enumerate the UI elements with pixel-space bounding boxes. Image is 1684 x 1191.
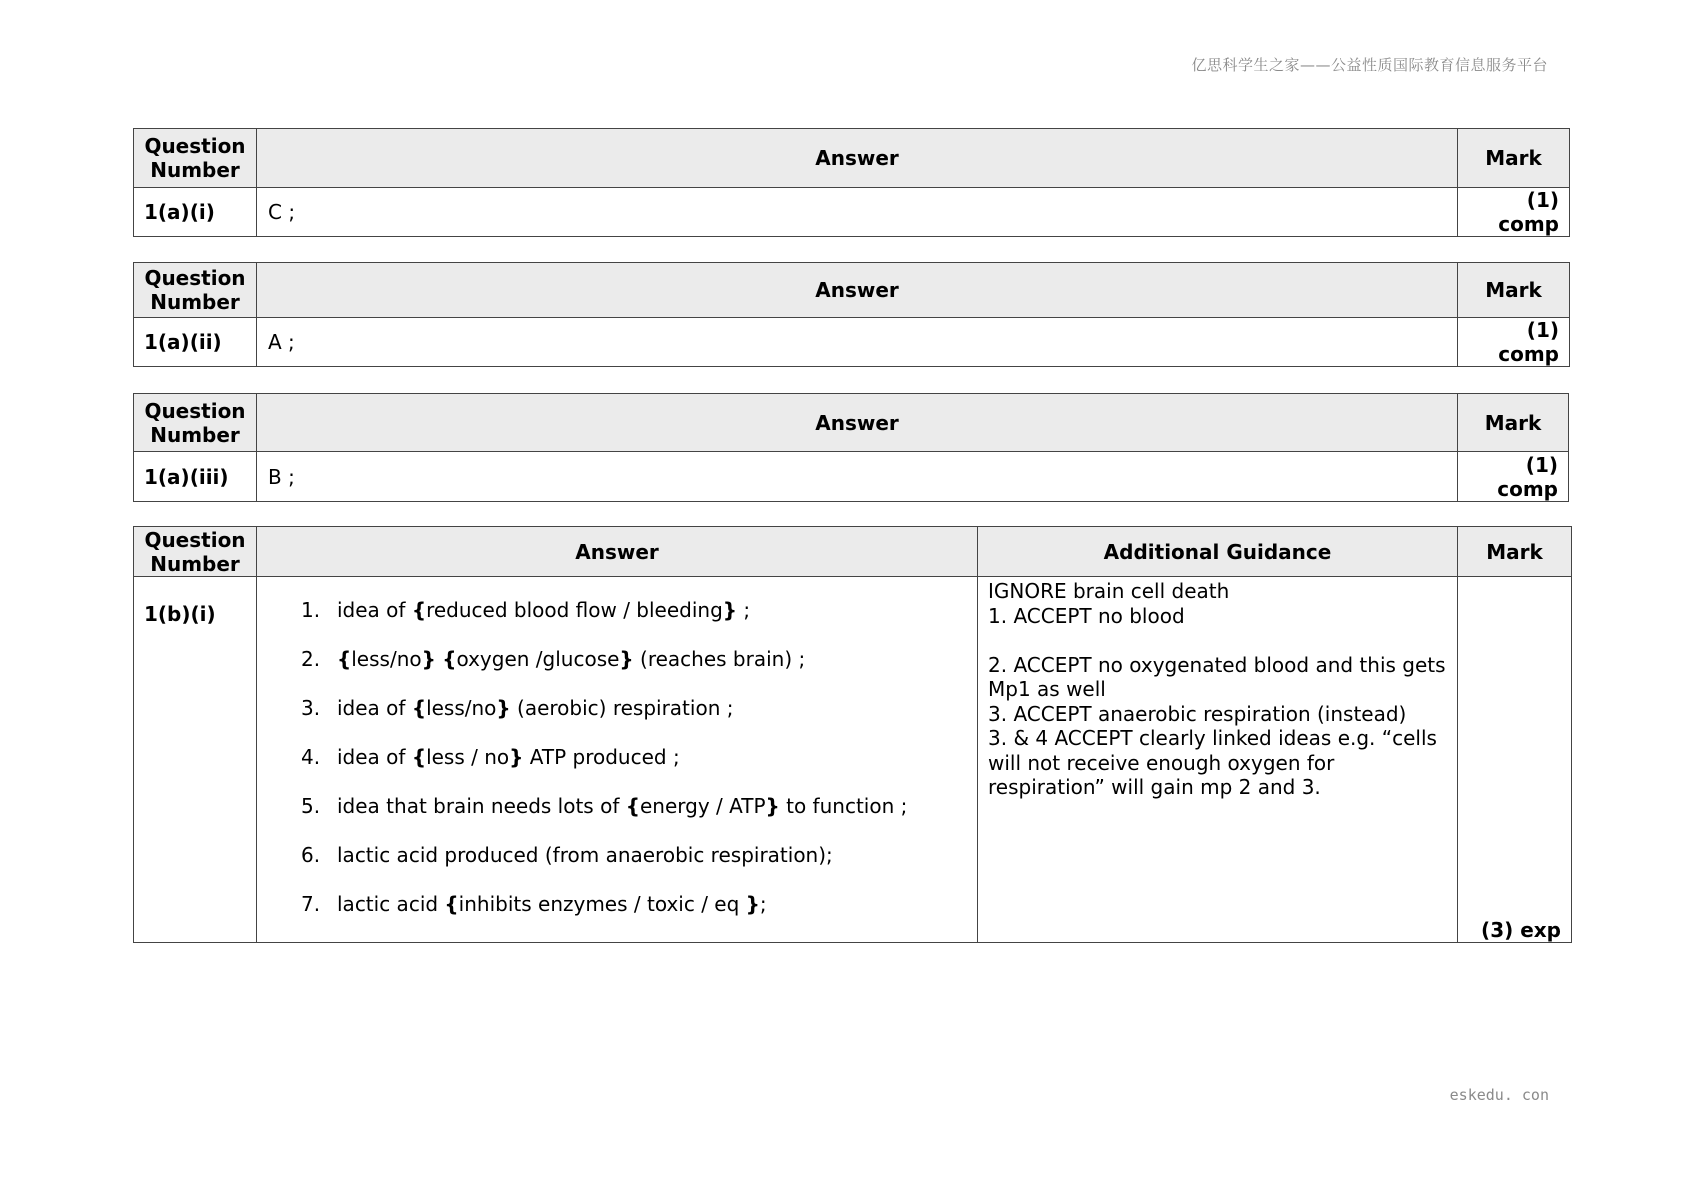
mark-type: comp [1498, 212, 1559, 236]
point-text: idea of {less / no} ATP produced ; [337, 745, 680, 769]
mark-cell [1458, 188, 1570, 237]
point-text: idea of {reduced blood flow / bleeding} ; [337, 598, 751, 622]
mark-scheme-table-1b-i [133, 526, 1572, 943]
answer-header: Answer [257, 527, 978, 577]
question-number-header: Question Number [134, 527, 257, 577]
answer-list [257, 597, 977, 940]
point-number: 6. [301, 843, 321, 867]
mark-cell [1458, 318, 1570, 367]
answer-text: C ; [257, 188, 1458, 237]
mark-type: comp [1498, 342, 1559, 366]
question-number: 1(a)(iii) [134, 452, 257, 502]
point-text: lactic acid {inhibits enzymes / toxic / eq }; [337, 892, 767, 916]
mark-scheme-table-1a-ii [133, 262, 1570, 367]
mark-value: (1) [1526, 318, 1559, 342]
point-text: idea that brain needs lots of {energy / ATP} to function ; [337, 794, 908, 818]
mark-header: Mark [1458, 394, 1569, 452]
answer-point [301, 891, 977, 940]
point-number: 7. [301, 892, 321, 916]
additional-guidance-cell [978, 577, 1458, 943]
question-number-header: Question Number [134, 394, 257, 452]
guidance-line: IGNORE brain cell death [988, 579, 1230, 603]
mark-value: (1) [1525, 452, 1558, 477]
answer-point [301, 695, 977, 744]
question-number: 1(b)(i) [134, 577, 257, 943]
mark-type: comp [1497, 476, 1558, 501]
point-text: lactic acid produced (from anaerobic respiration); [337, 843, 833, 867]
guidance-blank-line [988, 628, 1447, 653]
mark-cell [1458, 452, 1569, 502]
question-number: 1(a)(i) [134, 188, 257, 237]
guidance-line: 3. & 4 ACCEPT clearly linked ideas e.g. “cells will not receive enough oxygen for respiration” will gain mp 2 and 3. [988, 726, 1437, 799]
mark-scheme-table-1a-i [133, 128, 1570, 237]
point-text: idea of {less/no} (aerobic) respiration ; [337, 696, 734, 720]
point-number: 2. [301, 647, 321, 671]
answer-point [301, 744, 977, 793]
point-number: 4. [301, 745, 321, 769]
question-number-header: Question Number [134, 129, 257, 188]
answer-text: A ; [257, 318, 1458, 367]
answer-point [301, 646, 977, 695]
mark-header: Mark [1458, 263, 1570, 318]
answer-list-cell [257, 577, 978, 943]
mark-header: Mark [1458, 527, 1572, 577]
point-number: 3. [301, 696, 321, 720]
header-watermark: 亿思科学生之家——公益性质国际教育信息服务平台 [1191, 56, 1548, 74]
answer-text: B ; [257, 452, 1458, 502]
mark-value: (1) [1526, 188, 1559, 212]
question-number: 1(a)(ii) [134, 318, 257, 367]
guidance-line: 1. ACCEPT no blood [988, 603, 1185, 628]
answer-header: Answer [257, 129, 1458, 188]
answer-point [301, 597, 977, 646]
answer-point [301, 842, 977, 891]
mark-scheme-table-1a-iii [133, 393, 1569, 502]
mark-header: Mark [1458, 129, 1570, 188]
answer-point [301, 793, 977, 842]
answer-header: Answer [257, 263, 1458, 318]
guidance-line: 2. ACCEPT no oxygenated blood and this gets Mp1 as well [988, 652, 1446, 701]
mark-cell: (3) exp [1458, 577, 1572, 943]
point-number: 5. [301, 794, 321, 818]
additional-guidance-header: Additional Guidance [978, 527, 1458, 577]
answer-header: Answer [257, 394, 1458, 452]
point-number: 1. [301, 598, 321, 622]
footer-watermark: eskedu. con [1449, 1086, 1549, 1104]
question-number-header: Question Number [134, 263, 257, 318]
guidance-line: 3. ACCEPT anaerobic respiration (instead) [988, 701, 1407, 726]
point-text: {less/no} {oxygen /glucose} (reaches brain) ; [337, 647, 806, 671]
